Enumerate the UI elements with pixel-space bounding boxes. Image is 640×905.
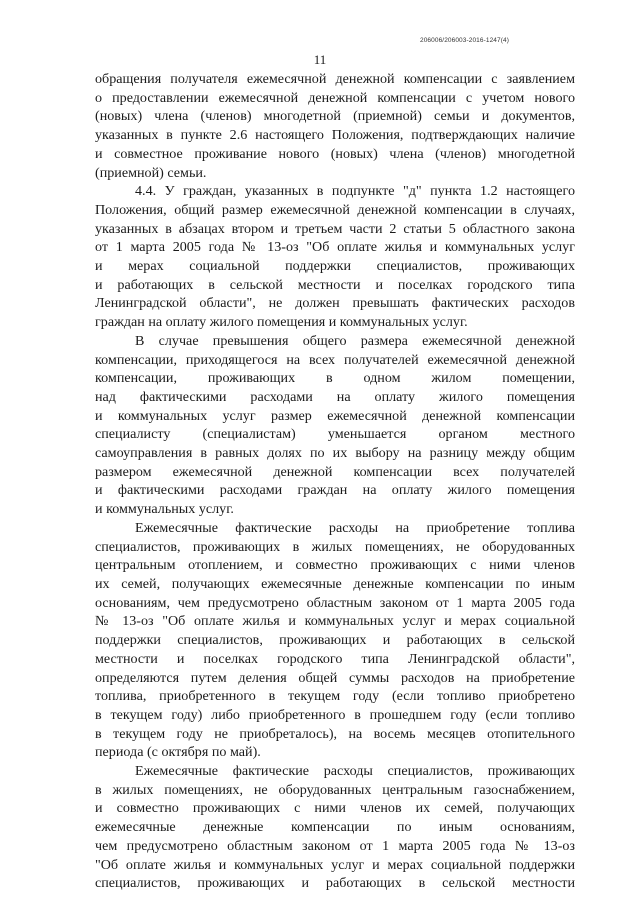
text-line: (приемной) семьи.: [95, 164, 207, 181]
text-line: Положения, общий размер ежемесячной денежной компенсации в случаях,: [95, 201, 575, 218]
text-line: определяются путем деления общей суммы расходов на приобретение: [95, 669, 575, 686]
text-line: в текущем году) либо приобретенного в прошедшем году (если топливо: [95, 706, 575, 723]
text-line: граждан на оплату жилого помещения и коммунальных услуг.: [95, 314, 468, 331]
text-line: периода (с октября по май).: [95, 744, 261, 761]
paragraph-excess: [95, 332, 575, 519]
text-line: и коммунальных услуг.: [95, 501, 234, 518]
text-line: компенсации, приходящегося на всех получателей ежемесячной денежной: [95, 351, 575, 368]
text-line: их семей, получающих ежемесячные денежные компенсации по иным: [95, 575, 575, 592]
text-line: чем предусмотрено областным законом от 1 марта 2005 года № 13-оз: [95, 837, 575, 854]
paragraph-1: [95, 70, 575, 182]
paragraph-4-4: [95, 182, 575, 332]
text-line: центральным отоплением, и совместно проживающих с ними членов: [95, 557, 575, 574]
text-line: и совместное проживание нового (новых) члена (членов) многодетной: [95, 145, 575, 162]
text-line: компенсации, проживающих в одном жилом помещении,: [95, 370, 575, 387]
text-line: указанных в пункте 2.6 настоящего Положения, подтверждающих наличие: [95, 127, 575, 144]
text-line: топлива, приобретенного в текущем году (если топливо приобретено: [95, 688, 575, 705]
text-line: "Об оплате жилья и коммунальных услуг и мерах социальной поддержки: [95, 856, 575, 873]
text-line: самоуправления в равных долях по их выбору на разницу между общим: [95, 445, 575, 462]
text-line: и коммунальных услуг размер ежемесячной денежной компенсации: [95, 407, 575, 424]
text-line: в текущем году не приобреталось), на восемь месяцев отопительного: [95, 725, 575, 742]
paragraph-gas: [95, 762, 575, 893]
text-line: в жилых помещениях, не оборудованных центральным газоснабжением,: [95, 781, 575, 798]
text-line: Ленинградской области", не должен превышать фактических расходов: [95, 295, 575, 312]
text-line: и работающих в сельской местности и поселках городского типа: [95, 276, 575, 293]
text-line: о предоставлении ежемесячной денежной компенсации с учетом нового: [95, 89, 575, 106]
text-line: и совместно проживающих с ними членов их семей, получающих: [95, 800, 575, 817]
text-line: местности и поселках городского типа Ленинградской области",: [95, 650, 575, 667]
text-line: от 1 марта 2005 года № 13-оз "Об оплате жилья и коммунальных услуг: [95, 239, 575, 256]
text-line: и мерах социальной поддержки специалистов, проживающих: [95, 258, 575, 275]
text-line: и фактическими расходами граждан на оплату жилого помещения: [95, 482, 575, 499]
paragraph-fuel: [95, 519, 575, 762]
text-line: специалисту (специалистам) уменьшается органом местного: [95, 426, 575, 443]
text-line: размером ежемесячной денежной компенсации всех получателей: [95, 463, 575, 480]
text-line: специалистов, проживающих в жилых помещениях, не оборудованных: [95, 538, 575, 555]
text-line: В случае превышения общего размера ежемесячной денежной: [135, 332, 575, 349]
text-line: специалистов, проживающих и работающих в сельской местности: [95, 875, 575, 892]
text-line: основаниям, чем предусмотрено областным законом от 1 марта 2005 года: [95, 594, 575, 611]
text-line: над фактическими расходами на оплату жилого помещения: [95, 388, 575, 405]
document-body: [95, 70, 575, 893]
text-line: № 13-оз "Об оплате жилья и коммунальных услуг и мерах социальной: [95, 613, 575, 630]
text-line: поддержки специалистов, проживающих и работающих в сельской: [95, 632, 575, 649]
text-line: Ежемесячные фактические расходы на приобретение топлива: [135, 519, 575, 536]
text-line: ежемесячные денежные компенсации по иным основаниям,: [95, 819, 575, 836]
text-line: (новых) члена (членов) многодетной (приемной) семьи и документов,: [95, 108, 575, 125]
text-line: указанных в абзацах втором и третьем части 2 статьи 5 областного закона: [95, 220, 575, 237]
page-number: 11: [313, 52, 327, 67]
text-line: Ежемесячные фактические расходы специалистов, проживающих: [135, 763, 575, 780]
text-line: обращения получателя ежемесячной денежной компенсации с заявлением: [95, 71, 575, 87]
document-id: 206006/206003-2016-1247(4): [420, 37, 509, 44]
text-line: 4.4. У граждан, указанных в подпункте "д" пункта 1.2 настоящего: [135, 183, 575, 200]
